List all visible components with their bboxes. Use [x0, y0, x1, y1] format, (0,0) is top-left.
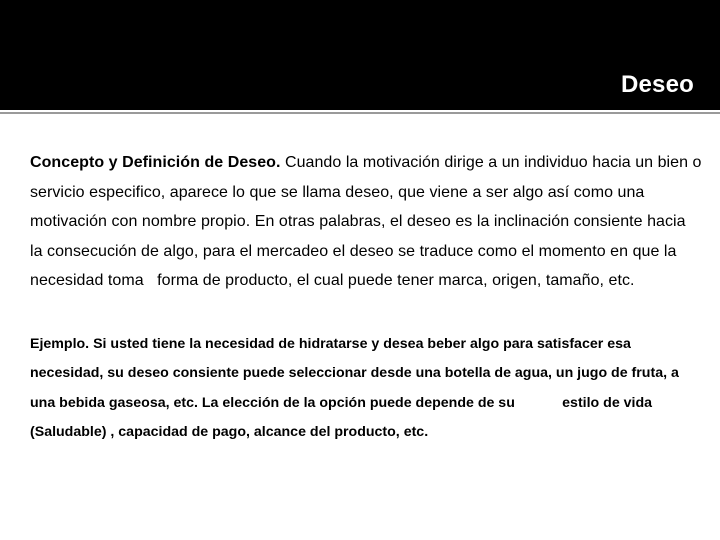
- slide-title: Deseo: [620, 71, 694, 98]
- example-paragraph: Ejemplo. Si usted tiene la necesidad de hidratarse y desea beber algo para satisfacer esa necesidad, su deseo consiente puede seleccionar desde una botella de agua, un jugo de fruta, a una bebida gaseosa, etc. La elección de la opción puede depende de su estilo de vida (Saludable) , capacidad de pago, alcance del producto, etc.: [30, 335, 683, 440]
- definition-text: Cuando la motivación dirige a un individuo hacia un bien o servicio especifico, aparece lo que se llama deseo, que viene a ser algo así como una motivación con nombre propio. En otras palabras, el deseo es la inclinación consiente hacia la consecución de algo, para el mercadeo el deseo se traduce como el momento en que la necesidad toma forma de producto, el cual puede tener marca, origen, tamaño, etc.: [30, 154, 706, 289]
- header-divider: [0, 112, 720, 114]
- header-band: [0, 0, 720, 110]
- definition-lead: Concepto y Definición de Deseo.: [30, 154, 281, 171]
- definition-paragraph: [30, 148, 706, 296]
- slide-body: [30, 148, 706, 448]
